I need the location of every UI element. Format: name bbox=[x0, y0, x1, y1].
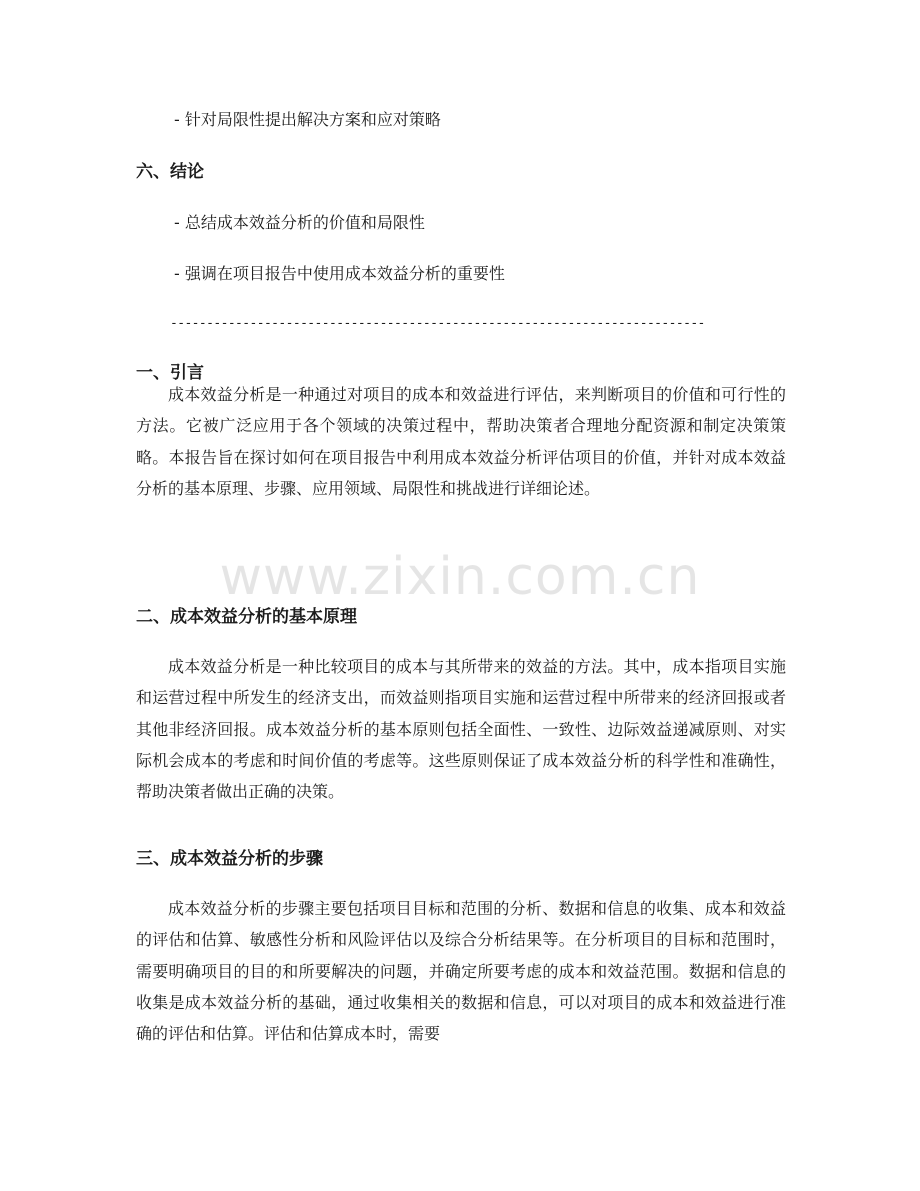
section-heading-steps: 三、成本效益分析的步骤 bbox=[136, 849, 323, 869]
paragraph-steps: 成本效益分析的步骤主要包括项目目标和范围的分析、数据和信息的收集、成本和效益的评估和估算、敏感性分析和风险评估以及综合分析结果等。在分析项目的目标和范围时，需要明确项目的目的和所要解决的问题，并确定所要考虑的成本和效益范围。数据和信息的收集是成本效益分析的基础，通过收集相关的数据和信息，可以对项目的成本和效益进行准确的评估和估算。评估和估算成本时，需要 bbox=[136, 899, 786, 1044]
separator-line: -------------------------------------------------------------------------- bbox=[170, 316, 705, 331]
paragraph-principles: 成本效益分析是一种比较项目的成本与其所带来的效益的方法。其中，成本指项目实施和运营过程中所发生的经济支出，而效益则指项目实施和运营过程中所带来的经济回报或者其他非经济回报。成本效益分析的基本原则包括全面性、一致性、边际效益递减原则、对实际机会成本的考虑和时间价值的考虑等。这些原则保证了成本效益分析的科学性和准确性，帮助决策者做出正确的决策。 bbox=[136, 657, 786, 802]
paragraph-introduction: 成本效益分析是一种通过对项目的成本和效益进行评估，来判断项目的价值和可行性的方法。它被广泛应用于各个领域的决策过程中，帮助决策者合理地分配资源和制定决策策略。本报告旨在探讨如何在项目报告中利用成本效益分析评估项目的价值，并针对成本效益分析的基本原理、步骤、应用领域、局限性和挑战进行详细论述。 bbox=[136, 385, 786, 498]
section-heading-introduction: 一、引言 bbox=[136, 363, 204, 383]
section-heading-conclusion: 六、结论 bbox=[136, 162, 204, 182]
bullet-item: - 总结成本效益分析的价值和局限性 bbox=[174, 213, 425, 232]
section-heading-principles: 二、成本效益分析的基本原理 bbox=[136, 607, 357, 627]
bullet-item: - 针对局限性提出解决方案和应对策略 bbox=[174, 110, 441, 129]
watermark: www.zixin.com.cn bbox=[219, 547, 701, 607]
bullet-item: - 强调在项目报告中使用成本效益分析的重要性 bbox=[174, 264, 505, 283]
